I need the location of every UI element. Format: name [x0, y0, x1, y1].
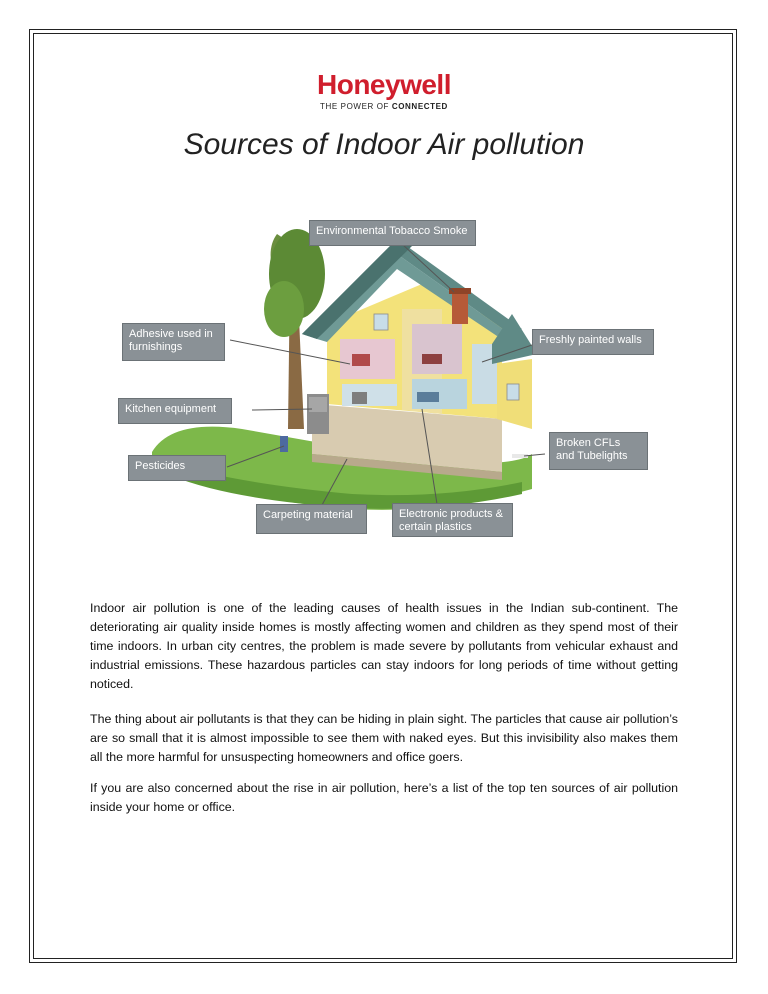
- honeywell-logo: [0, 70, 768, 111]
- house-drawing: [112, 214, 657, 544]
- callout-adhesive: Adhesive used in furnishings: [122, 323, 225, 361]
- logo-tagline-prefix: THE POWER OF: [320, 102, 392, 111]
- paragraph-hidden-pollutants: The thing about air pollutants is that they can be hiding in plain sight. The particles that cause air pollution’s are so small that it is almost impossible to see them with naked eyes. But this invisibility also makes them all the more harmful for unsuspecting homeowners and office goers.: [90, 712, 678, 764]
- callout-painted-walls: Freshly painted walls: [532, 329, 654, 355]
- callout-electronic-products: Electronic products & certain plastics: [392, 503, 513, 537]
- page-title: Sources of Indoor Air pollution: [183, 128, 585, 161]
- paragraph-intro: Indoor air pollution is one of the leading causes of health issues in the Indian sub-continent. The deteriorating air quality inside homes is mostly affecting women and children as they spend most of their time indoors. In urban city centres, the problem is made severe by pollutants from vehicular exhaust and industrial emissions. These hazardous particles can stay indoors for long periods of time without getting noticed.: [90, 601, 678, 691]
- callout-broken-cfls: Broken CFLs and Tubelights: [549, 432, 648, 470]
- paragraph-top-ten: If you are also concerned about the rise in air pollution, here’s a list of the top ten sources of air pollution inside your home or office.: [90, 781, 678, 814]
- logo-tagline-bold: CONNECTED: [391, 102, 448, 111]
- callout-carpeting: Carpeting material: [256, 504, 367, 534]
- callout-kitchen-equipment: Kitchen equipment: [118, 398, 232, 424]
- house-illustration: [112, 214, 657, 544]
- logo-tagline: [0, 102, 768, 111]
- callout-tobacco-smoke: Environmental Tobacco Smoke: [309, 220, 476, 246]
- logo-brand: Honeywell: [317, 69, 451, 100]
- callout-pesticides: Pesticides: [128, 455, 226, 481]
